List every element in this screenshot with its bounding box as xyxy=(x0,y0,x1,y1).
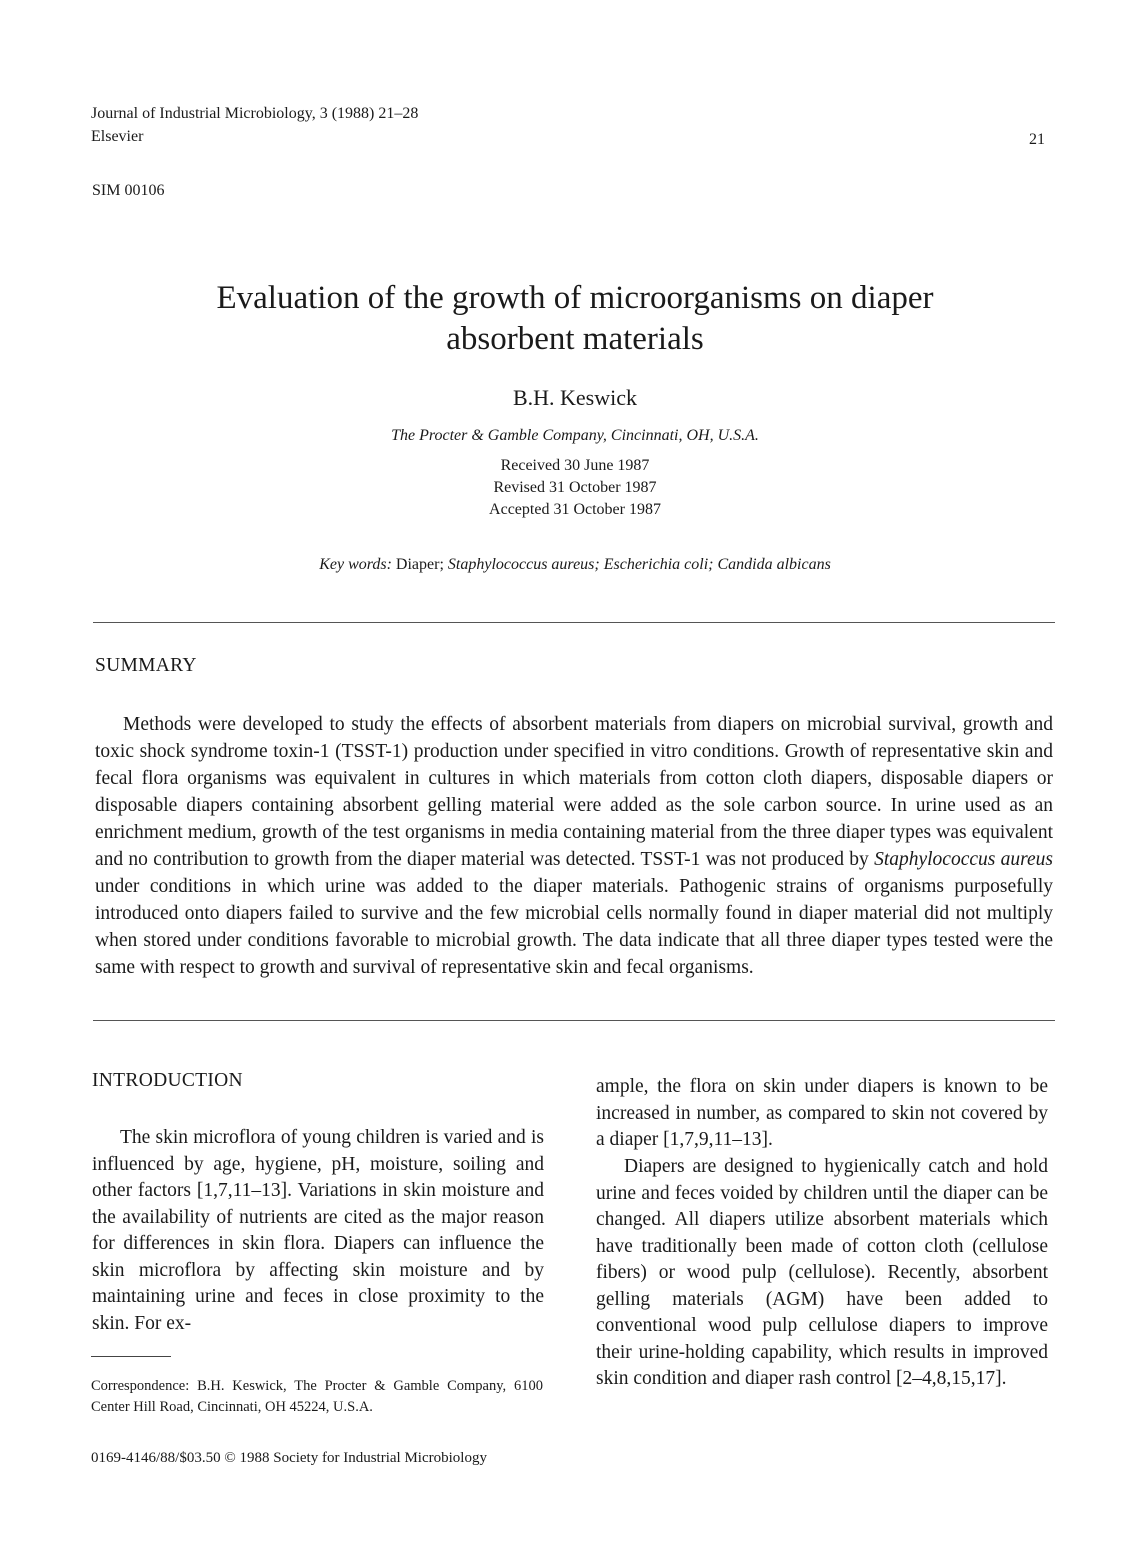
intro-right-paragraph-2: Diapers are designed to hygienically catch and hold urine and feces voided by children until the diaper can be changed. All diapers utilize absorbent materials which have traditionally been made of cotton cloth (cellulose fibers) or wood pulp (cellulose). Recently, absorbent gelling materials (AGM) have been added to conventional wood pulp cellulose diapers to improve their urine-holding capability, which results in improved skin condition and diaper rash control [2–4,8,15,17]. xyxy=(596,1156,1048,1389)
summary-heading: SUMMARY xyxy=(95,655,197,676)
received-date: Received 30 June 1987 xyxy=(500,457,650,474)
author: B.H. Keswick xyxy=(512,385,638,410)
article-title xyxy=(90,278,1060,360)
keywords-plain: Diaper; xyxy=(391,556,448,573)
title-line-2: absorbent materials xyxy=(446,321,704,357)
page-number: 21 xyxy=(1029,131,1045,148)
intro-right-paragraph-1: ample, the flora on skin under diapers is known to be increased in number, as compared to skin not covered by a diaper [1,7,9,11–13]. xyxy=(596,1076,1048,1150)
summary-part-1: Methods were developed to study the effects of absorbent materials from diapers on microbial survival, growth and toxic shock syndrome toxin-1 (TSST-1) production under specified in vitro conditions. Growth of representative skin and fecal flora organisms was equivalent in cultures in which materials from cotton cloth diapers, disposable diapers or disposable diapers containing absorbent gelling material were added as the sole carbon source. In urine used as an enrichment medium, growth of the test organisms in media containing material from the three diaper types was equivalent and no contribution to growth from the diaper material was detected. TSST-1 was not produced by xyxy=(95,714,1053,870)
correspondence-note: Correspondence: B.H. Keswick, The Procter & Gamble Company, 6100 Center Hill Road, Cincinnati, OH 45224, U.S.A. xyxy=(91,1378,543,1415)
intro-left-paragraph: The skin microflora of young children is varied and is influenced by age, hygiene, pH, moisture, soiling and other factors [1,7,11–13]. Variations in skin moisture and the availability of nutrients are cited as the major reason for differences in skin flora. Diapers can influence the skin microflora by affecting skin moisture and by maintaining urine and feces in close proximity to the skin. For ex- xyxy=(92,1127,544,1334)
title-line-1: Evaluation of the growth of microorganisms on diaper xyxy=(216,280,934,316)
affiliation: The Procter & Gamble Company, Cincinnati, OH, U.S.A. xyxy=(391,427,759,444)
revised-date: Revised 31 October 1987 xyxy=(493,479,657,496)
publisher: Elsevier xyxy=(91,128,144,145)
article-dates xyxy=(90,455,1060,521)
journal-citation: Journal of Industrial Microbiology, 3 (1988) 21–28 xyxy=(91,105,419,122)
summary-text xyxy=(95,711,1053,981)
keywords-italic: Staphylococcus aureus; Escherichia coli; Candida albicans xyxy=(447,556,831,573)
footnote-rule xyxy=(91,1356,171,1357)
summary-part-2: under conditions in which urine was added to the diaper materials. Pathogenic strains of organisms purposefully introduced onto diapers failed to survive and the few microbial cells normally found in diaper material did not multiply when stored under conditions favorable to microbial growth. The data indicate that all three diaper types tested were the same with respect to growth and survival of representative skin and fecal organisms. xyxy=(95,876,1053,978)
keywords-label: Key words: xyxy=(319,556,392,573)
keywords xyxy=(90,556,1060,574)
copyright-footer: 0169-4146/88/$03.50 © 1988 Society for Industrial Microbiology xyxy=(91,1450,487,1466)
summary-italic: Staphylococcus aureus xyxy=(874,849,1053,870)
accepted-date: Accepted 31 October 1987 xyxy=(489,501,661,518)
divider-top xyxy=(93,622,1055,623)
introduction-heading: INTRODUCTION xyxy=(92,1070,243,1091)
sim-id: SIM 00106 xyxy=(92,182,165,199)
divider-bottom xyxy=(93,1020,1055,1021)
